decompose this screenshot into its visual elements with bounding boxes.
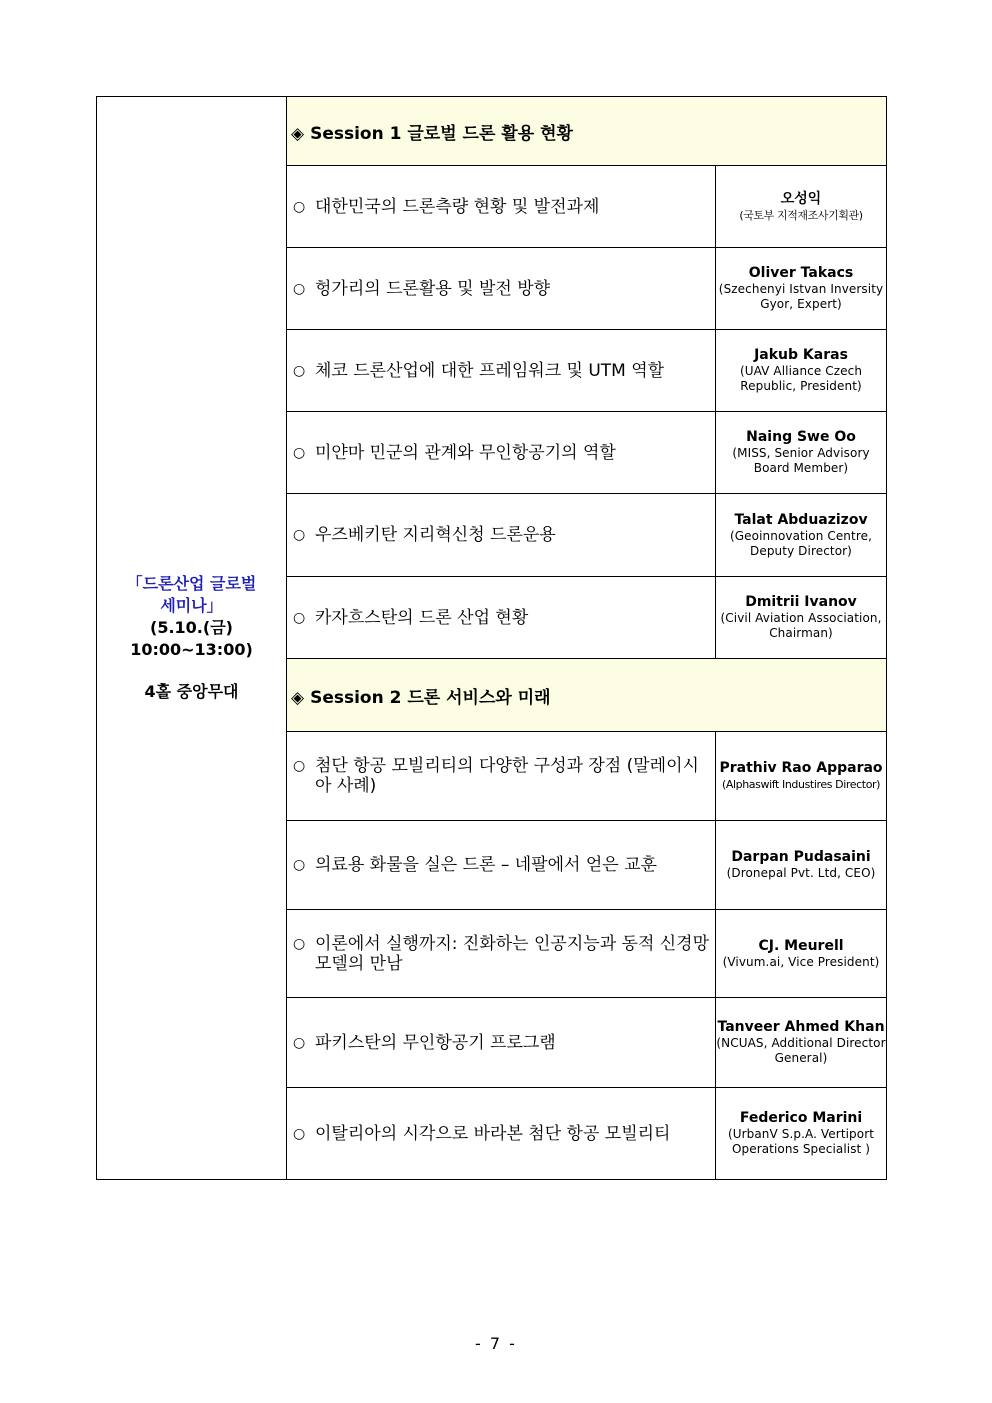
talk-title-cell <box>287 732 716 821</box>
speaker-cell <box>716 732 887 821</box>
speaker-affiliation: (NCUAS, Additional Director General) <box>716 1036 886 1065</box>
circle-bullet-icon: ○ <box>293 198 306 215</box>
session-label: Session 1 글로벌 드론 활용 현황 <box>310 123 573 144</box>
circle-bullet-icon: ○ <box>293 362 306 379</box>
speaker-affiliation: (Alphaswift Industires Director) <box>721 778 881 791</box>
event-cell <box>97 97 287 1180</box>
speaker-cell <box>716 910 887 998</box>
circle-bullet-icon: ○ <box>293 935 306 952</box>
session-header <box>287 97 887 166</box>
speaker-affiliation: (UrbanV S.p.A. Vertiport Operations Specialist ) <box>727 1127 875 1156</box>
talk-title-cell <box>287 998 716 1088</box>
circle-bullet-icon: ○ <box>293 527 306 543</box>
talk-title: 파키스탄의 무인항공기 프로그램 <box>315 1032 556 1053</box>
circle-bullet-icon: ○ <box>293 1125 306 1142</box>
speaker-affiliation: (Geoinnovation Centre, Deputy Director) <box>730 528 872 558</box>
speaker-cell <box>716 166 887 248</box>
speaker-cell <box>716 330 887 412</box>
circle-bullet-icon: ○ <box>293 1034 306 1051</box>
talk-title: 대한민국의 드론측량 현황 및 발전과제 <box>315 196 600 217</box>
speaker-cell <box>716 577 887 659</box>
speaker-name: Prathiv Rao Apparao <box>719 760 883 776</box>
speaker-affiliation: (Szechenyi Istvan Inversity Gyor, Expert) <box>718 282 884 311</box>
talk-title: 의료용 화물을 실은 드론 – 네팔에서 얻은 교훈 <box>315 855 657 875</box>
event-title-line1: 「드론산업 글로벌 <box>126 574 257 593</box>
program-table <box>96 96 887 1180</box>
talk-title: 이론에서 실행까지: 진화하는 인공지능과 동적 신경망 모델의 만남 <box>315 933 710 974</box>
speaker-cell <box>716 494 887 577</box>
event-title-line2: 세미나」 <box>160 596 223 615</box>
session-row <box>97 97 887 166</box>
speaker-name: Federico Marini <box>739 1110 863 1126</box>
speaker-affiliation: (Civil Aviation Association, Chairman) <box>720 611 882 640</box>
session-label: Session 2 드론 서비스와 미래 <box>310 687 551 708</box>
speaker-name: Jakub Karas <box>754 347 848 363</box>
event-venue: 4홀 중앙무대 <box>144 682 239 701</box>
speaker-name: Naing Swe Oo <box>746 429 856 445</box>
speaker-cell <box>716 1088 887 1180</box>
speaker-name: 오성익 <box>780 190 822 207</box>
talk-title-cell <box>287 1088 716 1180</box>
talk-title: 이탈리아의 시각으로 바라본 첨단 항공 모빌리티 <box>315 1123 671 1144</box>
speaker-cell <box>716 998 887 1088</box>
talk-title-cell <box>287 910 716 998</box>
circle-bullet-icon: ○ <box>293 444 306 461</box>
page-number: - 7 - <box>475 1334 517 1353</box>
speaker-affiliation: (Vivum.ai, Vice President) <box>722 954 880 969</box>
circle-bullet-icon: ○ <box>293 758 306 774</box>
talk-title: 우즈베키탄 지리혁신청 드론운용 <box>315 525 556 545</box>
circle-bullet-icon: ○ <box>293 609 306 626</box>
talk-title-cell <box>287 412 716 494</box>
speaker-affiliation: (UAV Alliance Czech Republic, President) <box>739 364 863 393</box>
event-time: (5.10.(금) 10:00~13:00) <box>130 618 253 659</box>
talk-title-cell <box>287 494 716 577</box>
speaker-cell <box>716 412 887 494</box>
speaker-name: Dmitrii Ivanov <box>745 594 857 610</box>
talk-title: 카자흐스탄의 드론 산업 현황 <box>315 607 529 628</box>
diamond-icon: ◈ <box>291 123 305 144</box>
talk-title-cell <box>287 248 716 330</box>
talk-title-cell <box>287 821 716 910</box>
speaker-name: Darpan Pudasaini <box>731 849 871 865</box>
speaker-cell <box>716 248 887 330</box>
speaker-cell <box>716 821 887 910</box>
speaker-affiliation: (Dronepal Pvt. Ltd, CEO) <box>726 866 876 880</box>
talk-title: 미얀마 민군의 관계와 무인항공기의 역할 <box>315 442 616 463</box>
session-header <box>287 659 887 732</box>
circle-bullet-icon: ○ <box>293 280 306 297</box>
speaker-affiliation: (국토부 지적재조사기획관) <box>739 208 863 222</box>
speaker-name: CJ. Meurell <box>758 937 844 954</box>
speaker-name: Talat Abduazizov <box>734 511 868 528</box>
talk-title-cell <box>287 166 716 248</box>
talk-title: 헝가리의 드론활용 및 발전 방향 <box>315 278 551 299</box>
speaker-affiliation: (MISS, Senior Advisory Board Member) <box>732 446 870 475</box>
speaker-name: Oliver Takacs <box>748 265 854 281</box>
talk-title-cell <box>287 577 716 659</box>
talk-title: 체코 드론산업에 대한 프레임워크 및 UTM 역할 <box>315 360 665 381</box>
speaker-name: Tanveer Ahmed Khan <box>717 1019 885 1035</box>
talk-title-cell <box>287 330 716 412</box>
talk-title: 첨단 항공 모빌리티의 다양한 구성과 장점 (말레이시아 사례) <box>315 756 699 796</box>
diamond-icon: ◈ <box>291 687 305 708</box>
circle-bullet-icon: ○ <box>293 857 306 873</box>
